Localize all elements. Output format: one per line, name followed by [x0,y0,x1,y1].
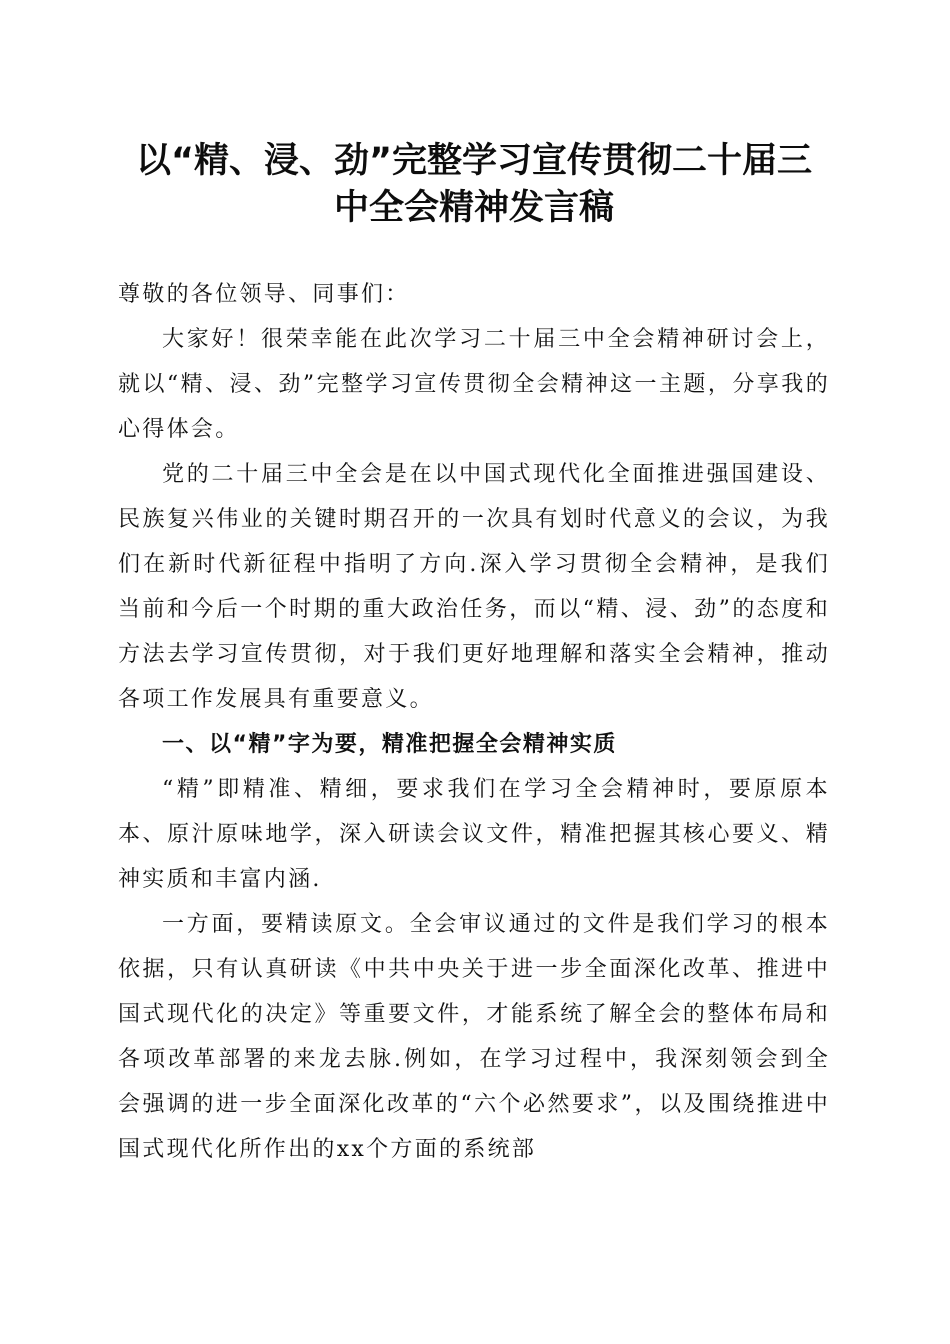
document-title [118,138,830,232]
document-body [118,272,830,1172]
document-page [118,138,830,1172]
paragraph-background: 党的二十届三中全会是在以中国式现代化全面推进强国建设、民族复兴伟业的关键时期召开的一次具有划时代意义的会议，为我们在新时代新征程中指明了方向.深入学习贯彻全会精神，是我们当前和今后一个时期的重大政治任务，而以“精、浸、劲”的态度和方法去学习宣传贯彻，对于我们更好地理解和落实全会精神，推动各项工作发展具有重要意义。 [118,462,830,712]
paragraph-jing-meaning: “精”即精准、精细，要求我们在学习全会精神时，要原原本本、原汁原味地学，深入研读会议文件，精准把握其核心要义、精神实质和丰富内涵. [118,777,830,892]
salutation: 尊敬的各位领导、同事们： [118,282,410,307]
paragraph-read-original: 一方面，要精读原文。全会审议通过的文件是我们学习的根本依据，只有认真研读《中共中央关于进一步全面深化改革、推进中国式现代化的决定》等重要文件，才能系统了解全会的整体布局和各项改革部署的来龙去脉.例如，在学习过程中，我深刻领会到全会强调的进一步全面深化改革的“六个必然要求”，以及围绕推进中国式现代化所作出的xx个方面的系统部 [118,912,830,1162]
paragraph-greeting: 大家好！很荣幸能在此次学习二十届三中全会精神研讨会上，就以“精、浸、劲”完整学习宣传贯彻全会精神这一主题，分享我的心得体会。 [118,327,830,442]
title-line-2: 中全会精神发言稿 [333,188,614,228]
title-line-1: 以“精、浸、劲”完整学习宣传贯彻二十届三 [135,141,812,181]
section-heading-1: 一、以“精”字为要，精准把握全会精神实质 [162,732,617,757]
